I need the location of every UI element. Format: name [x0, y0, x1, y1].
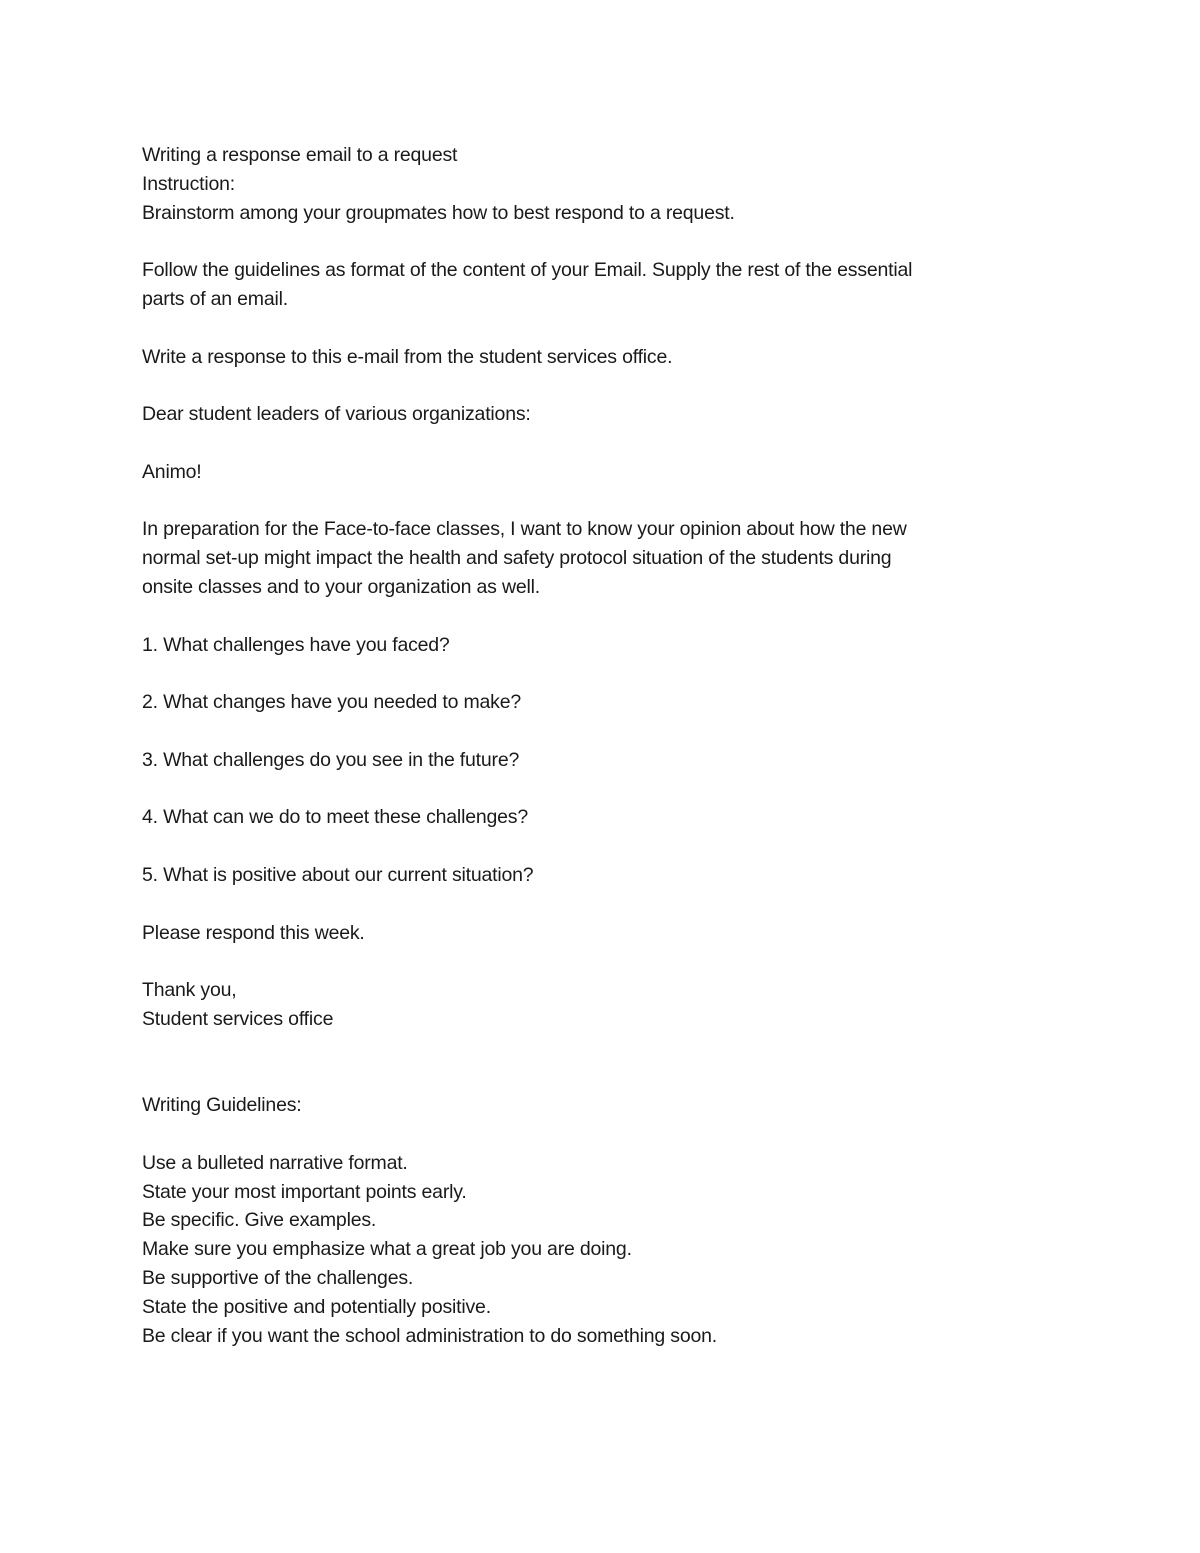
- email-salutation-paragraph: [142, 400, 1042, 429]
- email-sender: Student services office: [142, 1007, 334, 1030]
- task-text: Write a response to this e-mail from the student services office.: [142, 345, 673, 368]
- spacer: [142, 947, 1042, 976]
- email-greeting-paragraph: [142, 458, 1042, 487]
- follow-text-line: parts of an email.: [142, 287, 288, 310]
- instruction-text: Brainstorm among your groupmates how to best respond to a request.: [142, 201, 735, 224]
- spacer: [142, 487, 1042, 516]
- email-request-paragraph: [142, 919, 1042, 948]
- question-text: 5. What is positive about our current situation?: [142, 863, 534, 886]
- spacer: [142, 775, 1042, 804]
- email-request: Please respond this week.: [142, 921, 365, 944]
- email-question: [142, 746, 1042, 775]
- guideline-item: State your most important points early.: [142, 1180, 467, 1203]
- header-block: [142, 141, 1042, 227]
- spacer: [142, 832, 1042, 861]
- follow-text-line: Follow the guidelines as format of the content of your Email. Supply the rest of the essential: [142, 259, 913, 282]
- spacer: [142, 429, 1042, 458]
- spacer: [142, 602, 1042, 631]
- document-content: [142, 141, 1042, 1350]
- guideline-item: Be specific. Give examples.: [142, 1209, 377, 1232]
- email-greeting: Animo!: [142, 460, 202, 483]
- document-title: Writing a response email to a request: [142, 144, 458, 166]
- spacer: [142, 717, 1042, 746]
- guideline-item: State the positive and potentially positive.: [142, 1295, 491, 1318]
- email-body-line: onsite classes and to your organization as well.: [142, 575, 540, 598]
- guidelines-list: [142, 1149, 1042, 1351]
- instruction-label: Instruction:: [142, 172, 235, 195]
- email-closing: Thank you,: [142, 979, 237, 1002]
- spacer: [142, 371, 1042, 400]
- guideline-item: Use a bulleted narrative format.: [142, 1151, 408, 1174]
- email-question: [142, 631, 1042, 660]
- spacer: [142, 314, 1042, 343]
- email-body-line: In preparation for the Face-to-face classes, I want to know your opinion about how the new: [142, 518, 907, 541]
- email-body-line: normal set-up might impact the health and safety protocol situation of the students during: [142, 547, 892, 570]
- spacer: [142, 1034, 1042, 1092]
- email-body-paragraph: [142, 515, 1042, 601]
- guidelines-heading-paragraph: [142, 1091, 1042, 1120]
- guidelines-heading: Writing Guidelines:: [142, 1094, 302, 1117]
- question-text: 4. What can we do to meet these challenges?: [142, 806, 528, 829]
- spacer: [142, 659, 1042, 688]
- email-question: [142, 861, 1042, 890]
- email-question: [142, 688, 1042, 717]
- question-text: 3. What challenges do you see in the future?: [142, 748, 520, 771]
- guideline-item: Be clear if you want the school administration to do something soon.: [142, 1324, 717, 1347]
- task-paragraph: [142, 343, 1042, 372]
- guideline-item: Be supportive of the challenges.: [142, 1267, 414, 1290]
- spacer: [142, 890, 1042, 919]
- question-text: 1. What challenges have you faced?: [142, 633, 450, 656]
- question-text: 2. What changes have you needed to make?: [142, 691, 522, 714]
- follow-guidelines-paragraph: [142, 256, 1042, 314]
- spacer: [142, 227, 1042, 256]
- email-salutation: Dear student leaders of various organizations:: [142, 403, 531, 426]
- email-question: [142, 803, 1042, 832]
- guideline-item: Make sure you emphasize what a great job you are doing.: [142, 1238, 632, 1261]
- spacer: [142, 1120, 1042, 1149]
- email-signoff: [142, 976, 1042, 1034]
